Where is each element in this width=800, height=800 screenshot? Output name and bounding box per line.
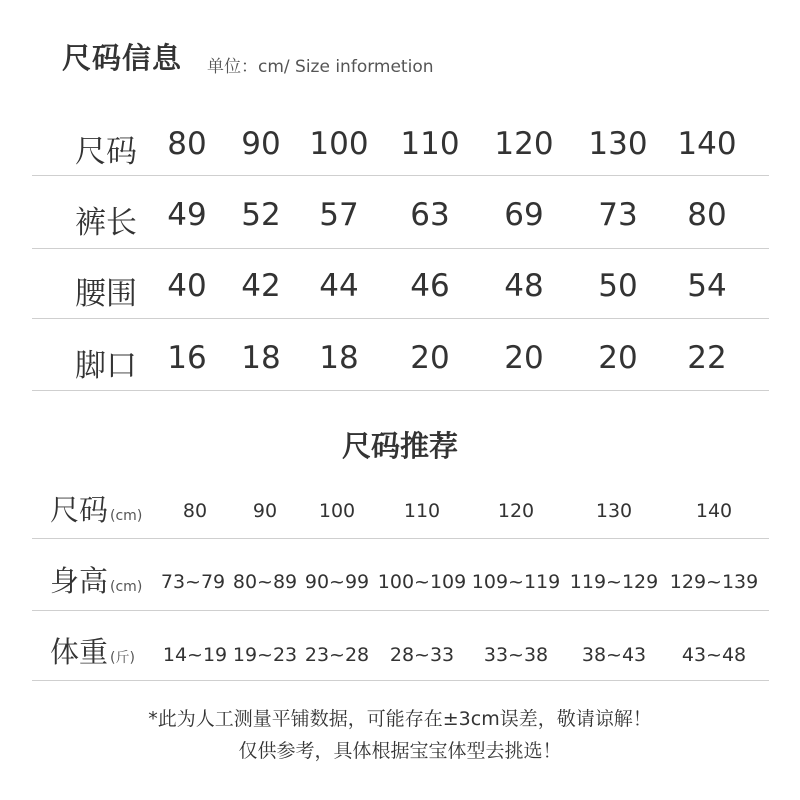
table-cell: 50 xyxy=(598,268,638,304)
table-cell: 52 xyxy=(241,197,281,233)
table-cell: 14~19 xyxy=(162,644,228,666)
row-label-size: 尺码 (cm) xyxy=(50,493,143,527)
table-cell: 22 xyxy=(687,340,727,376)
row-label-height: 身高 (cm) xyxy=(50,564,143,598)
disclaimer-note-2: 仅供参考，具体根据宝宝体型去挑选！ xyxy=(238,740,562,762)
table-cell: 16 xyxy=(167,340,207,376)
table-cell: 119~129 xyxy=(569,571,659,593)
unit-caption: 单位：cm/ Size informetion xyxy=(207,57,434,77)
table-cell: 90 xyxy=(241,126,281,162)
table-cell: 130 xyxy=(588,126,648,162)
table-cell: 44 xyxy=(319,268,359,304)
table-cell: 20 xyxy=(504,340,544,376)
size-table-row xyxy=(0,268,800,312)
table-cell: 69 xyxy=(504,197,544,233)
recommend-row xyxy=(0,492,800,532)
table-cell: 80 xyxy=(687,197,727,233)
table-cell: 40 xyxy=(167,268,207,304)
recommend-row xyxy=(0,634,800,674)
table-cell: 80~89 xyxy=(232,571,298,593)
row-label-waist: 腰围 xyxy=(75,276,137,312)
table-cell: 43~48 xyxy=(681,644,747,666)
section-title: 尺码推荐 xyxy=(341,429,458,463)
size-table-row xyxy=(0,126,800,170)
divider xyxy=(32,175,769,176)
table-cell: 19~23 xyxy=(232,644,298,666)
table-cell: 110 xyxy=(400,126,460,162)
table-cell: 20 xyxy=(410,340,450,376)
size-table-row xyxy=(0,340,800,384)
table-cell: 80 xyxy=(182,500,208,522)
row-label-size: 尺码 xyxy=(75,134,137,170)
table-cell: 90~99 xyxy=(304,571,370,593)
divider xyxy=(32,318,769,319)
table-cell: 130 xyxy=(595,500,633,522)
table-cell: 48 xyxy=(504,268,544,304)
table-cell: 140 xyxy=(695,500,733,522)
table-cell: 73~79 xyxy=(160,571,226,593)
table-cell: 42 xyxy=(241,268,281,304)
table-cell: 57 xyxy=(319,197,359,233)
row-label-weight: 体重 (斤) xyxy=(50,635,135,669)
table-cell: 80 xyxy=(167,126,207,162)
table-cell: 23~28 xyxy=(304,644,370,666)
table-cell: 73 xyxy=(598,197,638,233)
divider xyxy=(32,390,769,391)
divider xyxy=(32,610,769,611)
table-cell: 110 xyxy=(403,500,441,522)
divider xyxy=(32,248,769,249)
divider xyxy=(32,538,769,539)
table-cell: 100 xyxy=(318,500,356,522)
table-cell: 28~33 xyxy=(389,644,455,666)
divider xyxy=(32,680,769,681)
table-cell: 63 xyxy=(410,197,450,233)
table-cell: 18 xyxy=(241,340,281,376)
recommend-row xyxy=(0,563,800,603)
table-cell: 20 xyxy=(598,340,638,376)
size-table-row xyxy=(0,197,800,241)
table-cell: 90 xyxy=(252,500,278,522)
table-cell: 49 xyxy=(167,197,207,233)
table-cell: 100~109 xyxy=(377,571,467,593)
table-cell: 100 xyxy=(309,126,369,162)
table-cell: 33~38 xyxy=(483,644,549,666)
row-label-hem: 脚口 xyxy=(75,348,137,384)
table-cell: 38~43 xyxy=(581,644,647,666)
table-cell: 18 xyxy=(319,340,359,376)
table-cell: 129~139 xyxy=(669,571,759,593)
disclaimer-note: *此为人工测量平铺数据，可能存在±3cm误差，敬请谅解！ xyxy=(148,708,652,730)
table-cell: 140 xyxy=(677,126,737,162)
table-cell: 120 xyxy=(497,500,535,522)
table-cell: 46 xyxy=(410,268,450,304)
table-cell: 54 xyxy=(687,268,727,304)
page-title: 尺码信息 xyxy=(62,41,183,75)
table-cell: 109~119 xyxy=(471,571,561,593)
table-cell: 120 xyxy=(494,126,554,162)
row-label-length: 裤长 xyxy=(75,205,137,241)
